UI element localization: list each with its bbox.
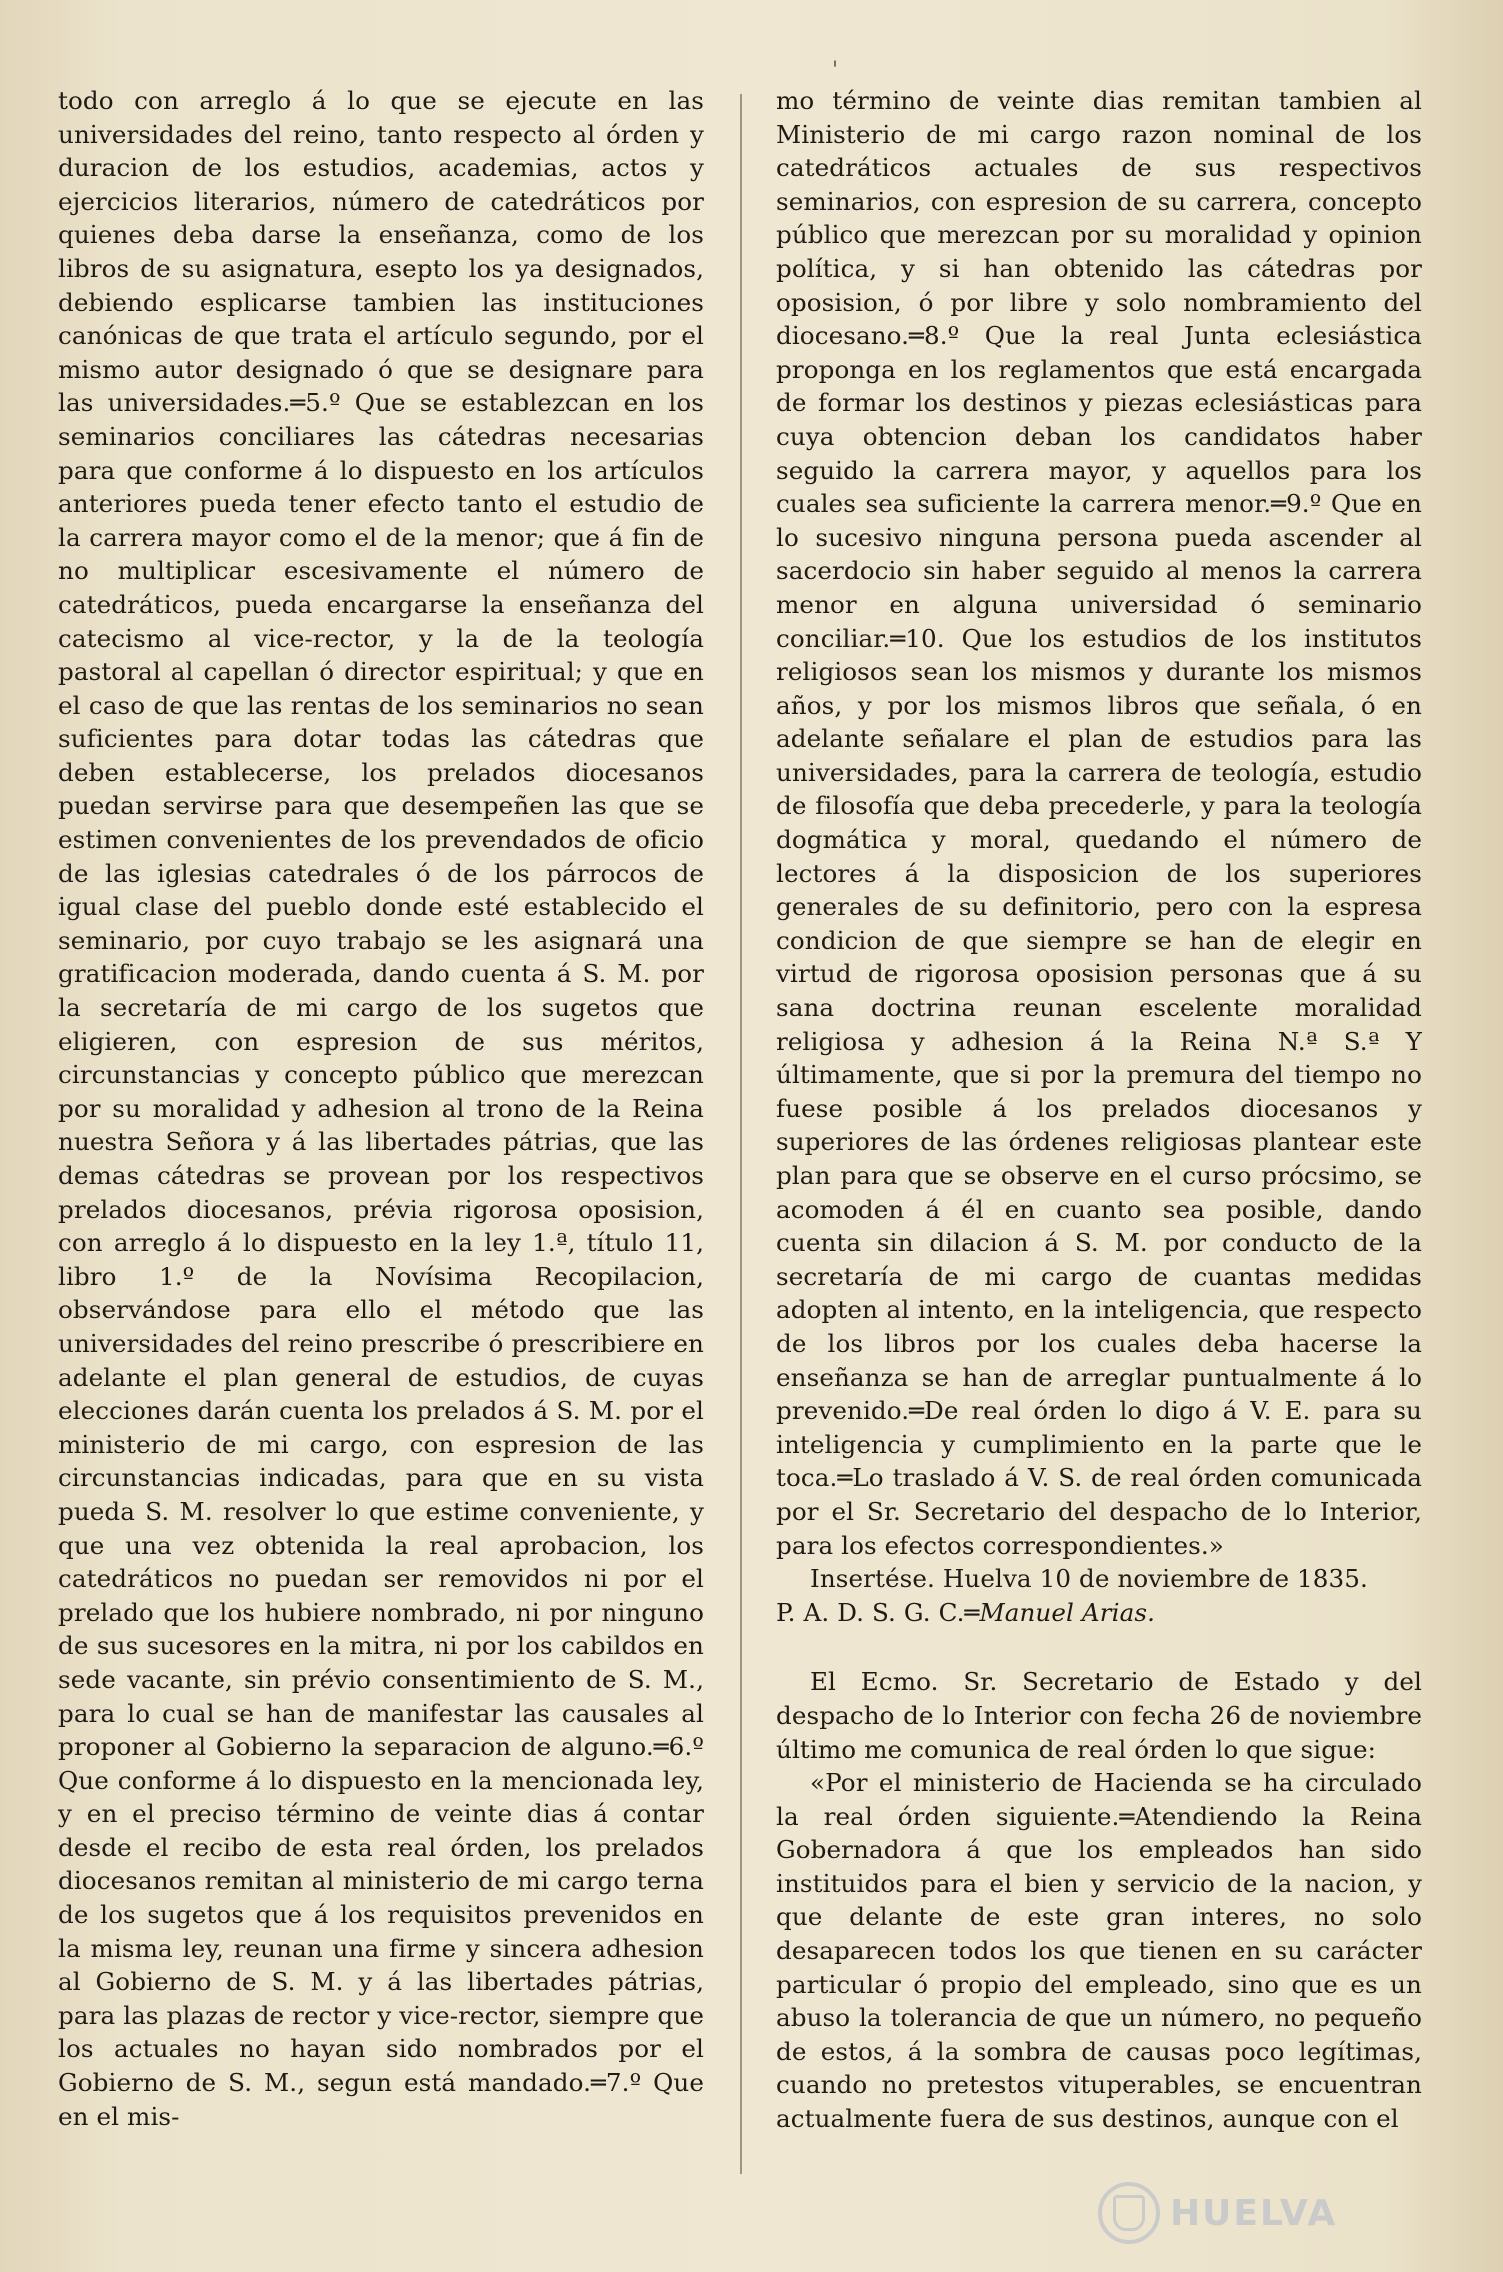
left-column-text: todo con arreglo á lo que se ejecute en las universidades del reino, tanto respecto al órden y duracion de los estudios, academias, actos y ejercicios literarios, número de catedráticos por quienes deba darse la enseñanza, como de los libros de su asignatura, esepto los ya designados, debiendo esplicarse tambien las instituciones canónicas de que trata el artículo segundo, por el mismo autor designado ó que se designare para las universidades.═5.º Que se establezcan en los seminarios conciliares las cátedras necesarias para que conforme á lo dispuesto en los artículos anteriores pueda tener efecto tanto el estudio de la carrera mayor como el de la menor; que á fin de no multiplicar escesivamente el número de catedráticos, pueda encargarse la enseñanza del catecismo al vice-rector, y la de la teología pastoral al capellan ó director espiritual; y que en el caso de que las rentas de los seminarios no sean suficientes para dotar todas las cátedras que deben establecerse, los prelados diocesanos puedan servirse para que desempeñen las que se estimen convenientes de los prevendados de oficio de las iglesias catedrales ó de los párrocos de igual clase del pueblo donde esté establecido el seminario, por cuyo trabajo se les asignará una gratificacion moderada, dando cuenta á S. M. por la secretaría de mi cargo de los sugetos que eligieren, con espresion de sus méritos, circunstancias y concepto público que merezcan por su moralidad y adhesion al trono de la Reina nuestra Señora y á las libertades pátrias, que las demas cátedras se provean por los respectivos prelados diocesanos, prévia rigorosa oposision, con arreglo á lo dispuesto en la ley 1.ª, título 11, libro 1.º de la Novísima Recopilacion, observándose para ello el método que las universidades del reino prescribe ó prescribiere en adelante el plan general de estudios, de cuyas elecciones darán cuenta los prelados á S. M. por el ministerio de mi cargo, con espresion de las circunstancias indicadas, para que en su vista pueda S. M. resolver lo que estime conveniente, y que una vez obtenida la real aprobacion, los catedráticos no puedan ser removidos ni por el prelado que los hubiere nombrado, ni por ninguno de sus sucesores en la mitra, ni por los cabildos en sede vacante, sin prévio consentimiento de S. M., para lo cual se han de manifestar las causales al proponer al Gobierno la separacion de alguno.═6.º Que conforme á lo dispuesto en la mencionada ley, y en el preciso término de veinte dias á contar desde el recibo de esta real órden, los prelados diocesanos remitan al ministerio de mi cargo terna de los sugetos que á los requisitos prevenidos en la misma ley, reunan una firme y sincera adhesion al Gobierno de S. M. y á las libertades pátrias, para las plazas de rector y vice-rector, siempre que los actuales no hayan sido nombrados por el Gobierno de S. M., segun está mandado.═7.º Que en el mis-	[58, 86, 704, 2131]
insertion-line: Insertése. Huelva 10 de noviembre de 1835.	[810, 1564, 1368, 1594]
signature-prefix: P. A. D. S. G. C.═	[776, 1597, 980, 1627]
second-notice-body: «Por el ministerio de Hacienda se ha circulado la real órden siguiente.═Atendiendo la Reina Gobernadora á que los empleados han sido instituidos para el bien y servicio de la nacion, y que delante de este gran interes, no solo desaparecen todos los que tienen en su carácter particular ó propio del empleado, sino que es un abuso la tolerancia de que un número, no pequeño de estos, á la sombra de causas poco legítimas, cuando no pretestos vituperables, se encuentran actualmente fuera de sus destinos, aunque con el	[776, 1768, 1422, 2134]
signature-line	[776, 1596, 1422, 1630]
left-column	[58, 84, 704, 2133]
column-divider	[740, 94, 742, 2174]
section-gap	[776, 1629, 1422, 1665]
second-notice-intro: El Ecmo. Sr. Secretario de Estado y del despacho de lo Interior con fecha 26 de noviembre último me comunica de real órden lo que sigue:	[776, 1667, 1422, 1764]
right-column	[776, 84, 1422, 2136]
watermark-text: HUELVA	[1170, 2192, 1338, 2234]
archive-watermark	[1098, 2182, 1337, 2244]
page-mark: '	[832, 58, 839, 83]
right-column-text: mo término de veinte dias remitan tambien al Ministerio de mi cargo razon nominal de los catedráticos actuales de sus respectivos seminarios, con espresion de su carrera, concepto público que merezcan por su moralidad y opinion política, y si han obtenido las cátedras por oposision, ó por libre y solo nombramiento del diocesano.═8.º Que la real Junta eclesiástica proponga en los reglamentos que está encargada de formar los destinos y piezas eclesiásticas para cuya obtencion deban los candidatos haber seguido la carrera mayor, y aquellos para los cuales sea suficiente la carrera menor.═9.º Que en lo sucesivo ninguna persona pueda ascender al sacerdocio sin haber seguido al menos la carrera menor en alguna universidad ó seminario conciliar.═10. Que los estudios de los institutos religiosos sean los mismos y durante los mismos años, y por los mismos libros que señala, ó en adelante señalare el plan de estudios para las universidades, para la carrera de teología, estudio de filosofía que deba precederle, y para la teología dogmática y moral, quedando el número de lectores á la disposicion de los superiores generales de su definitorio, pero con la espresa condicion de que siempre se han de elegir en virtud de rigorosa oposision personas que á su sana doctrina reunan escelente moralidad religiosa y adhesion á la Reina N.ª S.ª Y últimamente, que si por la premura del tiempo no fuese posible á los prelados diocesanos y superiores de las órdenes religiosas plantear este plan para que se observe en el curso prócsimo, se acomoden á él en cuanto sea posible, dando cuenta sin dilacion á S. M. por conducto de la secretaría de mi cargo de cuantas medidas adopten al intento, en la inteligencia, que respecto de los libros por los cuales deba hacerse la enseñanza se han de arreglar puntualmente á lo prevenido.═De real órden lo digo á V. E. para su inteligencia y cumplimiento en la parte que le toca.═Lo traslado á V. S. de real órden comunicada por el Sr. Secretario del despacho de lo Interior, para los efectos correspondientes.»	[776, 86, 1422, 1560]
shield-icon	[1098, 2182, 1160, 2244]
signature-name: Manuel Arias.	[979, 1597, 1155, 1627]
